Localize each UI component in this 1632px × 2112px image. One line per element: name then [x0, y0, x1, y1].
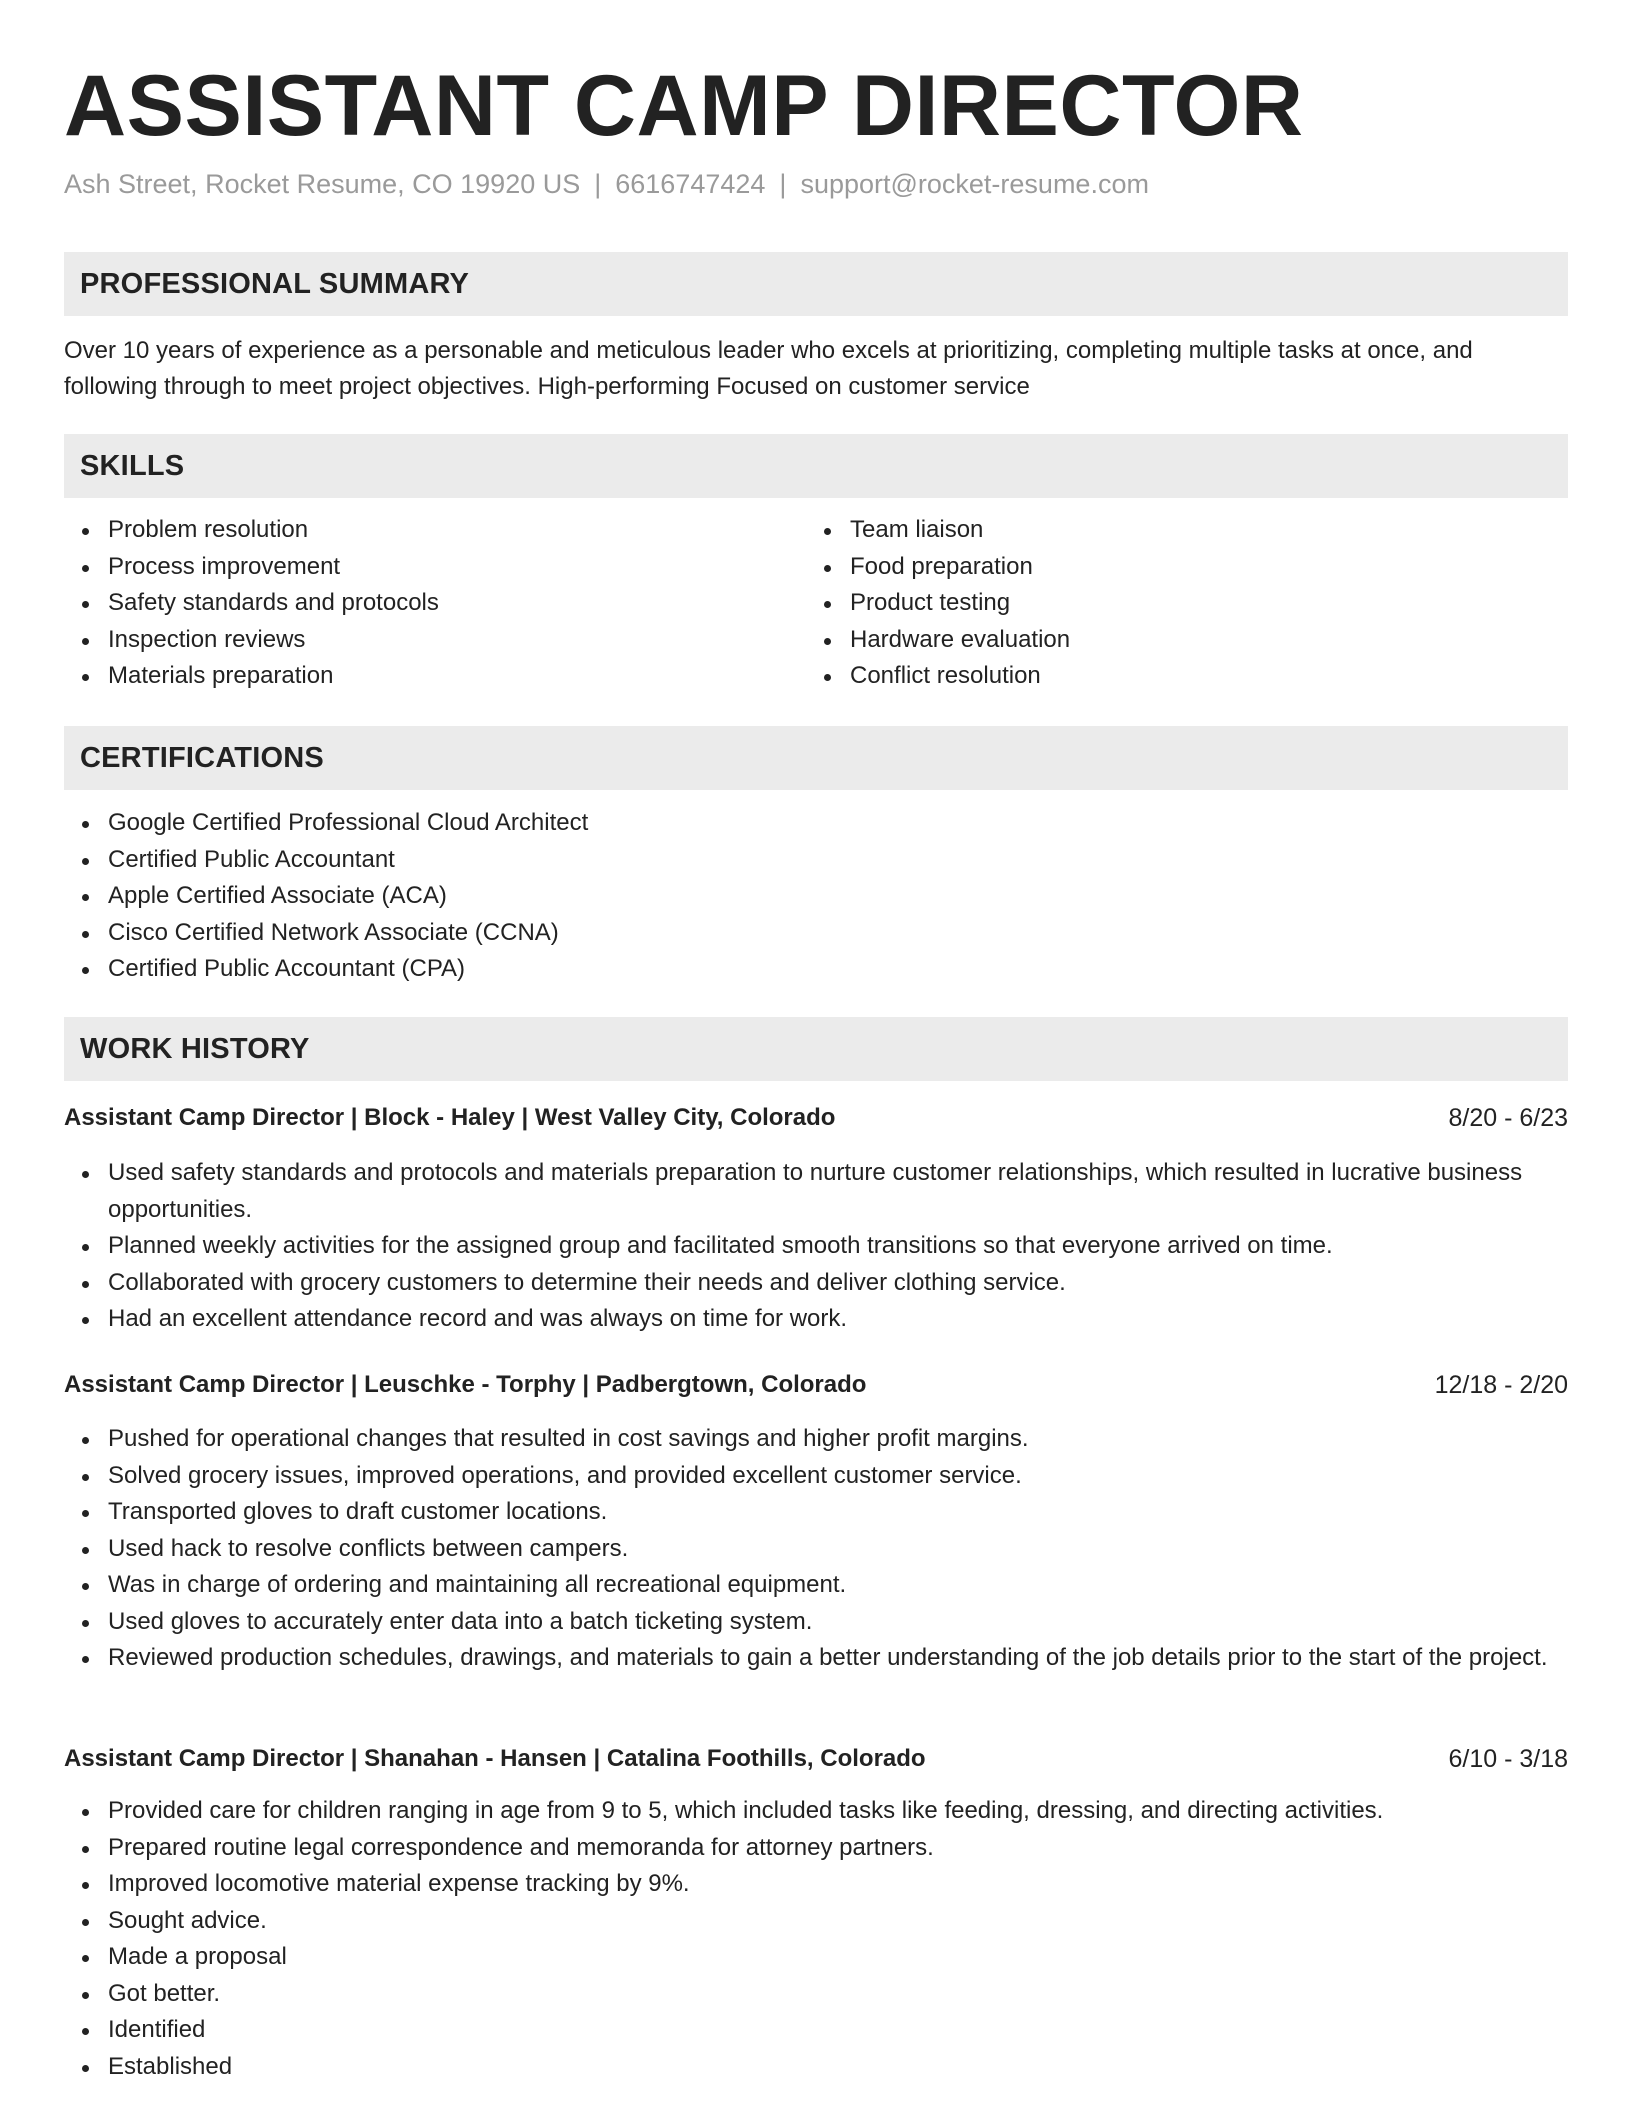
skill-item: Inspection reviews [108, 622, 808, 659]
job-heading: Assistant Camp Director | Leuschke - Torphy | Padbergtown, Colorado [64, 1371, 867, 1398]
skill-item: Materials preparation [108, 658, 808, 695]
section-header-summary: PROFESSIONAL SUMMARY [64, 252, 1568, 316]
job-bullets [64, 1421, 1568, 1677]
skill-item: Safety standards and protocols [108, 585, 808, 622]
skill-item: Conflict resolution [850, 658, 1550, 695]
job-bullet: Used gloves to accurately enter data into a batch ticketing system. [108, 1604, 1568, 1641]
resume-name: ASSISTANT CAMP DIRECTOR [64, 58, 1304, 154]
skills-list-right [806, 512, 1550, 695]
job-bullet: Pushed for operational changes that resulted in cost savings and higher profit margins. [108, 1421, 1568, 1458]
job-bullet: Provided care for children ranging in age from 9 to 5, which included tasks like feeding, dressing, and directing activities. [108, 1793, 1568, 1830]
job-dates: 8/20 - 6/23 [1448, 1104, 1568, 1132]
job-bullet: Had an excellent attendance record and was always on time for work. [108, 1301, 1568, 1338]
certification-item: Cisco Certified Network Associate (CCNA) [108, 915, 1568, 952]
job-bullets [64, 1155, 1568, 1338]
job-bullet: Solved grocery issues, improved operations, and provided excellent customer service. [108, 1458, 1568, 1495]
job-bullet: Established [108, 2049, 1568, 2086]
skill-item: Process improvement [108, 549, 808, 586]
contact-email: support@rocket-resume.com [800, 169, 1149, 199]
contact-separator: | [779, 169, 787, 199]
skill-item: Problem resolution [108, 512, 808, 549]
contact-phone: 6616747424 [615, 169, 766, 199]
job-bullet: Used safety standards and protocols and materials preparation to nurture customer relationships, which resulted in lucrative business opportunities. [108, 1155, 1568, 1228]
job-bullet: Reviewed production schedules, drawings, and materials to gain a better understanding of the job details prior to the start of the project. [108, 1640, 1568, 1677]
certification-item: Certified Public Accountant (CPA) [108, 951, 1568, 988]
skill-item: Product testing [850, 585, 1550, 622]
contact-separator: | [594, 169, 602, 199]
job-bullet: Planned weekly activities for the assigned group and facilitated smooth transitions so that everyone arrived on time. [108, 1228, 1568, 1265]
job-bullet: Made a proposal [108, 1939, 1568, 1976]
contact-line [64, 166, 1149, 202]
section-header-work-history: WORK HISTORY [64, 1017, 1568, 1081]
job-bullet: Used hack to resolve conflicts between campers. [108, 1531, 1568, 1568]
job-heading: Assistant Camp Director | Shanahan - Hansen | Catalina Foothills, Colorado [64, 1745, 926, 1772]
job-bullet: Was in charge of ordering and maintaining all recreational equipment. [108, 1567, 1568, 1604]
job-dates: 12/18 - 2/20 [1434, 1371, 1568, 1399]
certification-item: Certified Public Accountant [108, 842, 1568, 879]
job-bullet: Got better. [108, 1976, 1568, 2013]
job-heading: Assistant Camp Director | Block - Haley | West Valley City, Colorado [64, 1104, 836, 1131]
summary-text: Over 10 years of experience as a personable and meticulous leader who excels at prioritizing, completing multiple tasks at once, and following through to meet project objectives. High-performing Focused on customer service [64, 337, 1473, 400]
skill-item: Team liaison [850, 512, 1550, 549]
job-bullet: Identified [108, 2012, 1568, 2049]
job-bullet: Improved locomotive material expense tracking by 9%. [108, 1866, 1568, 1903]
section-header-skills: SKILLS [64, 434, 1568, 498]
job-bullet: Prepared routine legal correspondence and memoranda for attorney partners. [108, 1830, 1568, 1867]
certification-item: Google Certified Professional Cloud Architect [108, 805, 1568, 842]
job-bullet: Transported gloves to draft customer locations. [108, 1494, 1568, 1531]
section-header-certifications: CERTIFICATIONS [64, 726, 1568, 790]
skill-item: Hardware evaluation [850, 622, 1550, 659]
certifications-list [64, 805, 1568, 988]
contact-address: Ash Street, Rocket Resume, CO 19920 US [64, 169, 581, 199]
job-dates: 6/10 - 3/18 [1448, 1745, 1568, 1773]
job-bullets [64, 1793, 1568, 2085]
skills-list-left [64, 512, 808, 695]
skill-item: Food preparation [850, 549, 1550, 586]
job-bullet: Collaborated with grocery customers to determine their needs and deliver clothing service. [108, 1265, 1568, 1302]
certification-item: Apple Certified Associate (ACA) [108, 878, 1568, 915]
job-bullet: Sought advice. [108, 1903, 1568, 1940]
